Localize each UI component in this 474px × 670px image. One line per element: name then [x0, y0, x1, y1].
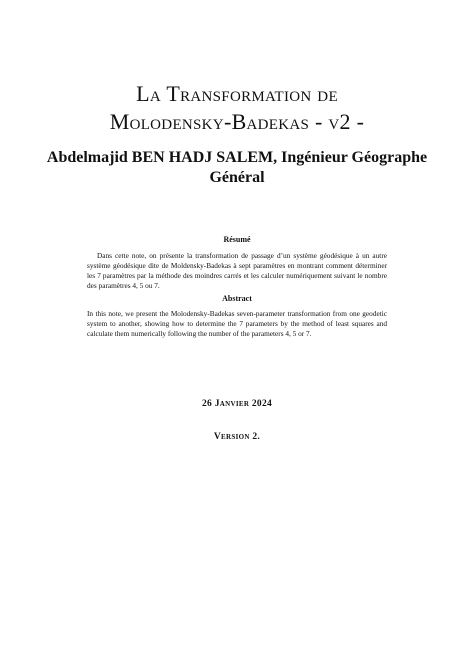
title-line-1: La Transformation de — [136, 81, 338, 106]
resume-heading: Résumé — [223, 235, 251, 244]
abstract-text: In this note, we present the Molodensky-Badekas seven-parameter transformation from one geodetic system to another, showing how to determine the 7 parameters by the method of least squares and calculate them numerically following the number of the parameters 4, 5 or 7. — [87, 309, 387, 338]
document-version: Version 2. — [213, 432, 261, 442]
abstract-heading: Abstract — [222, 294, 252, 303]
document-date: 26 Janvier 2024 — [201, 399, 273, 409]
author-line: Abdelmajid BEN HADJ SALEM, Ingénieur Géographe Général — [46, 149, 428, 186]
paper-title — [40, 80, 434, 136]
resume-text: Dans cette note, on présente la transformation de passage d’un système géodésique à un autre système géodésique dite de Moldensky-Badekas à sept paramètres en montrant comment déterminer les 7 paramètres par la méthode des moindres carrés et les calculer numériquement suivant le nombre des paramètres 4, 5 ou 7. — [87, 251, 387, 290]
title-line-2: Molodensky-Badekas - v2 - — [109, 109, 365, 134]
